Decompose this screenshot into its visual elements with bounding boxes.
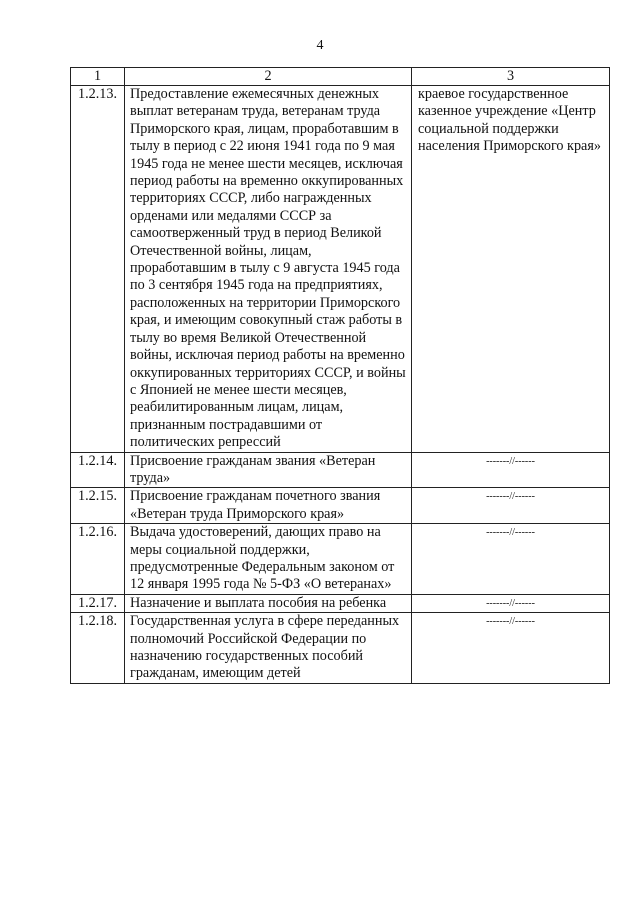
ditto-mark: -------//------: [412, 524, 610, 595]
table-row: [71, 613, 610, 684]
table-row: [71, 488, 610, 524]
responsible-organization: краевое государственное казенное учреждение «Центр социальной поддержки населения Приморского края»: [412, 86, 610, 453]
row-number: 1.2.14.: [71, 452, 125, 488]
service-name: Государственная услуга в сфере переданных полномочий Российской Федерации по назначению государственных пособий гражданам, имеющим детей: [125, 613, 412, 684]
header-row: [71, 68, 610, 86]
column-header-2: 2: [125, 68, 412, 86]
service-name: Назначение и выплата пособия на ребенка: [125, 594, 412, 612]
table-row: [71, 594, 610, 612]
table-row: [71, 452, 610, 488]
table-row: [71, 86, 610, 453]
ditto-mark: -------//------: [412, 594, 610, 612]
row-number: 1.2.17.: [71, 594, 125, 612]
row-number: 1.2.18.: [71, 613, 125, 684]
row-number: 1.2.16.: [71, 524, 125, 595]
row-number: 1.2.13.: [71, 86, 125, 453]
ditto-mark: -------//------: [412, 613, 610, 684]
ditto-mark: -------//------: [412, 488, 610, 524]
service-name: Предоставление ежемесячных денежных выплат ветеранам труда, ветеранам труда Приморского края, лицам, проработавшим в тылу в период с 22 июня 1941 года по 9 мая 1945 года не менее шести месяцев, исключая период работы на временно оккупированных территориях СССР, либо награжденных орденами или медалями СССР за самоотверженный труд в период Великой Отечественной войны, лицам, проработавшим в тылу с 9 августа 1945 года по 3 сентября 1945 года на предприятиях, расположенных на территории Приморского края, и имеющим совокупный стаж работы в тылу во время Великой Отечественной войны, исключая период работы на временно оккупированных территориях СССР, и войны с Японией не менее шести месяцев, реабилитированным лицам, лицам, признанным пострадавшими от политических репрессий: [125, 86, 412, 453]
row-number: 1.2.15.: [71, 488, 125, 524]
services-table: [70, 67, 610, 684]
column-header-1: 1: [71, 68, 125, 86]
service-name: Присвоение гражданам звания «Ветеран труда»: [125, 452, 412, 488]
ditto-mark: -------//------: [412, 452, 610, 488]
table-row: [71, 524, 610, 595]
service-name: Выдача удостоверений, дающих право на меры социальной поддержки, предусмотренные Федеральным законом от 12 января 1995 года № 5-ФЗ «О ветеранах»: [125, 524, 412, 595]
column-header-3: 3: [412, 68, 610, 86]
service-name: Присвоение гражданам почетного звания «Ветеран труда Приморского края»: [125, 488, 412, 524]
page-number: 4: [316, 38, 324, 53]
